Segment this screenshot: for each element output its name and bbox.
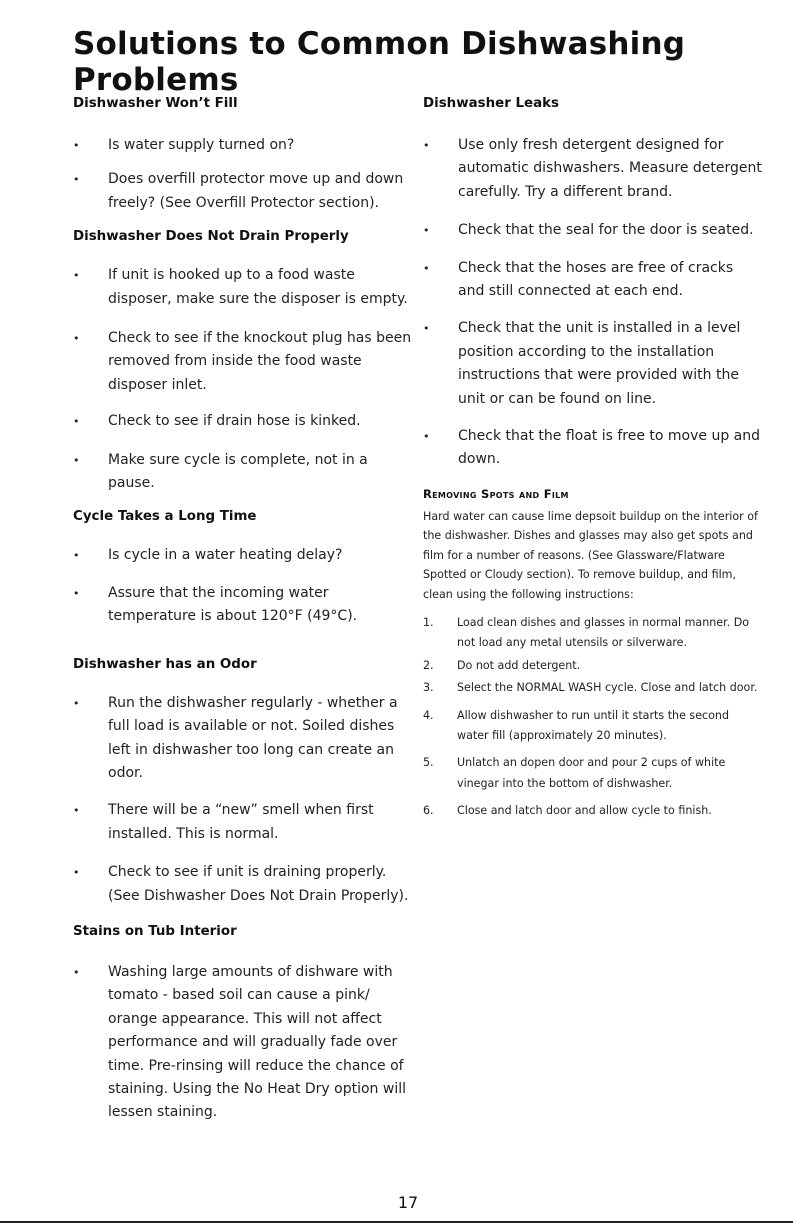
step-number: 5.: [423, 756, 434, 770]
step-number: 3.: [423, 681, 434, 695]
section-heading-leaks: Dishwasher Leaks: [423, 96, 559, 111]
step-number: 6.: [423, 804, 434, 818]
step-number: 1.: [423, 615, 434, 629]
bullet-item: • Make sure cycle is complete, not in a pause.: [73, 449, 413, 496]
right-column: [423, 96, 763, 822]
bullet-item: • Check to see if drain hose is kinked.: [73, 410, 413, 433]
bullet-item: • There will be a “new” smell when first installed. This is normal.: [73, 799, 413, 846]
step-text: Load clean dishes and glasses in normal manner. Do not load any metal utensils or silverware.: [457, 615, 750, 650]
bullet-item: • Use only fresh detergent designed for automatic dishwashers. Measure detergent carefully. Try a different brand.: [423, 134, 763, 204]
page-number: 17: [397, 1193, 419, 1212]
step-text: Close and latch door and allow cycle to finish.: [457, 804, 712, 818]
bullet-list-stains: [73, 961, 413, 1125]
bullet-item: • If unit is hooked up to a food waste disposer, make sure the disposer is empty.: [73, 264, 413, 311]
section-heading-stains: Stains on Tub Interior: [73, 923, 237, 939]
step-text: Allow dishwasher to run until it starts the second water fill (approximately 20 minutes).: [457, 708, 729, 742]
bullet-item: • Run the dishwasher regularly - whether a full load is available or not. Soiled dishes left in dishwasher too long can create an odor.: [73, 692, 413, 786]
footer-rule: [0, 1221, 793, 1223]
bullet-item: • Is cycle in a water heating delay?: [73, 544, 413, 567]
bullet-item: • Is water supply turned on?: [73, 134, 413, 157]
step-item: [423, 753, 763, 794]
section-heading-spots-film: Removing Spots and Film: [423, 486, 569, 501]
bullet-item: • Check to see if the knockout plug has been removed from inside the food waste disposer inlet.: [73, 327, 413, 397]
bullet-list-odor: [73, 692, 413, 908]
bullet-item: • Check that the seal for the door is seated.: [423, 219, 763, 242]
left-column: [73, 96, 413, 1125]
step-text: Do not add detergent.: [457, 658, 581, 672]
bullet-list-long-time: [73, 544, 413, 628]
step-number: 2.: [423, 658, 434, 672]
bullet-item: • Does overfill protector move up and down freely? (See Overfill Protector section).: [73, 168, 413, 215]
bullet-item: • Assure that the incoming water temperature is about 120°F (49°C).: [73, 582, 413, 629]
section-heading-not-drain: Dishwasher Does Not Drain Properly: [73, 229, 349, 245]
bullet-item: • Washing large amounts of dishware with tomato - based soil can cause a pink/ orange appearance. This will not affect performance and will gradually fade over time. Pre-rinsing will reduce the chance of staining. Using the No Heat Dry option will lessen staining.: [73, 961, 413, 1125]
step-item: [423, 801, 763, 821]
bullet-item: • Check that the hoses are free of cracks and still connected at each end.: [423, 257, 763, 304]
step-text: Select the NORMAL WASH cycle. Close and latch door.: [457, 681, 758, 695]
bullet-item: • Check to see if unit is draining properly. (See Dishwasher Does Not Drain Properly).: [73, 861, 413, 908]
section-heading-long-time: Cycle Takes a Long Time: [73, 509, 257, 525]
step-number: 4.: [423, 708, 434, 722]
step-text: Unlatch an dopen door and pour 2 cups of white vinegar into the bottom of dishwasher.: [457, 756, 726, 790]
step-item: [423, 613, 763, 654]
section-heading-wont-fill: Dishwasher Won’t Fill: [73, 96, 238, 111]
section-heading-odor: Dishwasher has an Odor: [73, 656, 257, 672]
step-item: [423, 656, 763, 676]
spots-intro: Hard water can cause lime depsoit buildup on the interior of the dishwasher. Dishes and glasses may also get spots and film for a number of reasons. (See Glassware/Flatware Spotted or Cloudy section). To remove buildup, and film, clean using the following instructions:: [423, 509, 758, 601]
bullet-list-not-drain: [73, 264, 413, 495]
step-item: [423, 706, 763, 747]
bullet-list-leaks: [423, 134, 763, 472]
bullet-item: • Check that the float is free to move up and down.: [423, 425, 763, 472]
bullet-list-wont-fill: [73, 134, 413, 215]
bullet-item: • Check that the unit is installed in a level position according to the installation instructions that were provided with the unit or can be found on line.: [423, 317, 763, 411]
page-title: Solutions to Common Dishwashing Problems: [73, 26, 686, 98]
steps-list: [423, 613, 763, 822]
step-item: [423, 678, 763, 698]
